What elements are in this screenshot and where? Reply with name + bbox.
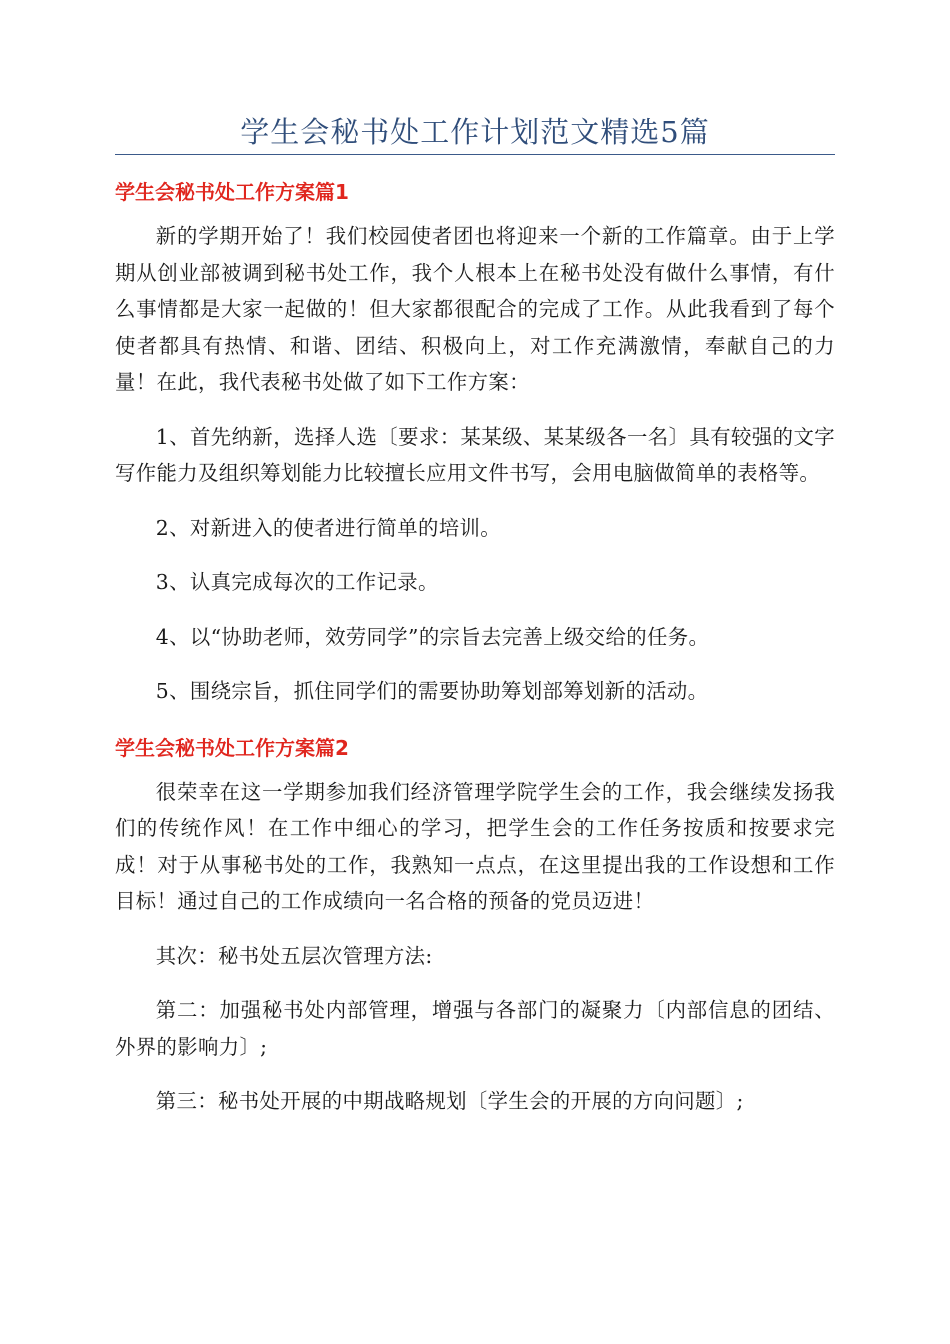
paragraph: 新的学期开始了！我们校园使者团也将迎来一个新的工作篇章。由于上学期从创业部被调到秘书处工作，我个人根本上在秘书处没有做什么事情，有什么事情都是大家一起做的！但大家都很配合的完成了工作。从此我看到了每个使者都具有热情、和谐、团结、积极向上，对工作充满激情，奉献自己的力量！在此，我代表秘书处做了如下工作方案：: [115, 224, 835, 394]
document-body: [115, 172, 835, 1138]
paragraph: 很荣幸在这一学期参加我们经济管理学院学生会的工作，我会继续发扬我们的传统作风！在工作中细心的学习，把学生会的工作任务按质和按要求完成！对于从事秘书处的工作，我熟知一点点，在这里提出我的工作设想和工作目标！通过自己的工作成绩向一名合格的预备的党员迈进！: [115, 779, 835, 913]
paragraph: 其次：秘书处五层次管理方法:: [155, 943, 433, 968]
paragraph: 3、认真完成每次的工作记录。: [155, 570, 439, 594]
section-heading-1: 学生会秘书处工作方案篇1: [115, 180, 349, 204]
paragraph: 2、对新进入的使者进行简单的培训。: [155, 515, 501, 540]
paragraph: 1、首先纳新，选择人选〔要求：某某级、某某级各一名〕具有较强的文字写作能力及组织筹划能力比较擅长应用文件书写，会用电脑做简单的表格等。: [115, 424, 835, 485]
paragraph: 4、以“协助老师，效劳同学”的宗旨去完善上级交给的任务。: [155, 624, 710, 649]
paragraph: 5、围绕宗旨，抓住同学们的需要协助筹划部筹划新的活动。: [155, 679, 709, 703]
paragraph: 第三：秘书处开展的中期战略规划〔学生会的开展的方向问题〕;: [155, 1089, 744, 1113]
title-underline: [115, 154, 835, 155]
section-heading-2: 学生会秘书处工作方案篇2: [115, 735, 349, 760]
paragraph: 第二：加强秘书处内部管理，增强与各部门的凝聚力〔内部信息的团结、外界的影响力〕;: [115, 998, 835, 1059]
document-title: 学生会秘书处工作计划范文精选5篇: [240, 115, 710, 149]
